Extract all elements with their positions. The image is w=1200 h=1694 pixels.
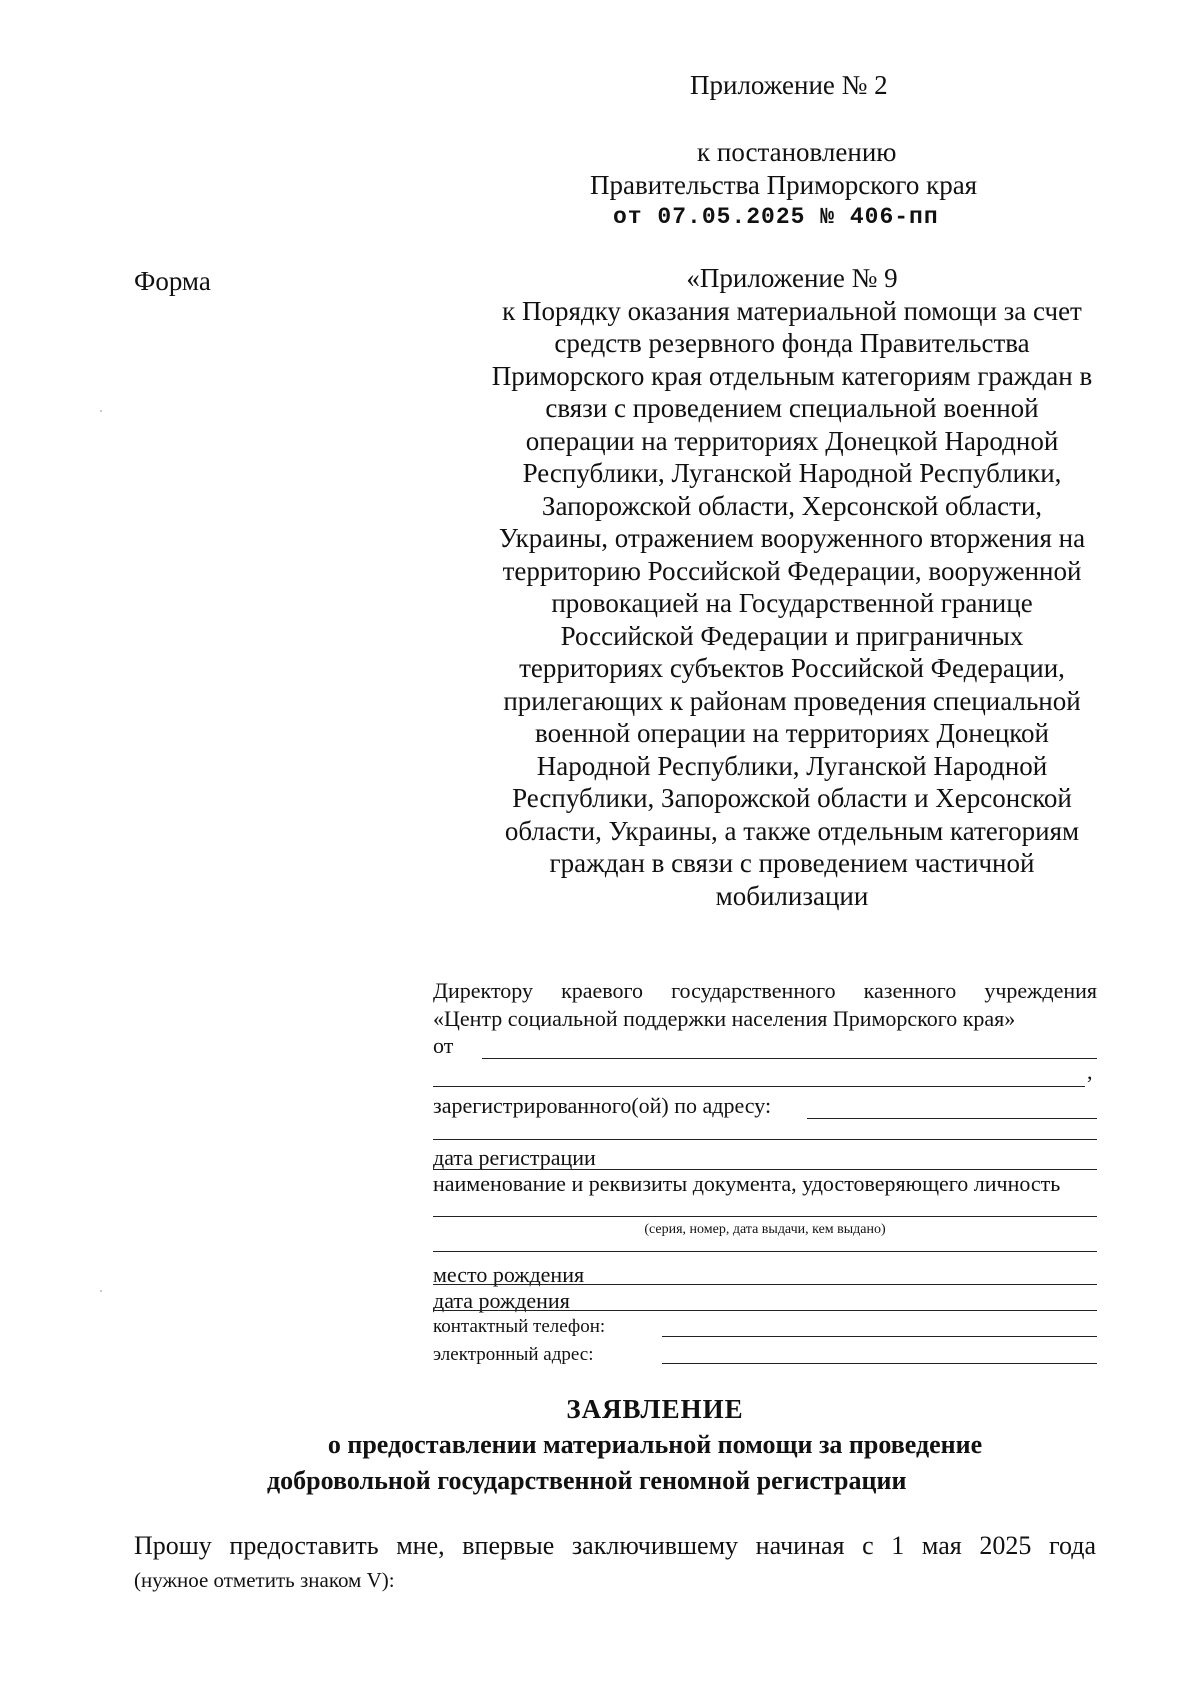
- registered-address-label: зарегистрированного(ой) по адресу:: [433, 1093, 772, 1118]
- government-name: Правительства Приморского края: [590, 170, 978, 200]
- id-document-line[interactable]: [433, 1216, 1097, 1217]
- phone-line[interactable]: [662, 1336, 1097, 1337]
- id-document-hint: (серия, номер, дата выдачи, кем выдано): [644, 1222, 886, 1237]
- appendix-9-line: прилегающих к районам проведения специальной: [503, 685, 1081, 716]
- appendix-9-line: к Порядку оказания материальной помощи за счет: [502, 295, 1082, 326]
- statement-subtitle-1: о предоставлении материальной помощи за проведение: [327, 1430, 983, 1459]
- appendix-9-line: операции на территориях Донецкой Народной: [525, 425, 1059, 456]
- appendix-9-line: «Приложение № 9: [686, 263, 898, 293]
- checkbox-instruction: (нужное отметить знаком V):: [134, 1568, 395, 1592]
- birth-date-line[interactable]: [433, 1310, 1097, 1311]
- resolution-date-number: от 07.05.2025 № 406-пп: [613, 204, 939, 230]
- appendix-9-block: [452, 262, 1132, 912]
- addressee-from-label: от: [433, 1033, 454, 1058]
- appendix-9-line: области, Украины, а также отдельным категориям: [504, 815, 1080, 846]
- email-label: электронный адрес:: [433, 1344, 594, 1365]
- birth-place-label: место рождения: [433, 1262, 585, 1287]
- registration-date-line[interactable]: [433, 1169, 1097, 1170]
- appendix-9-line: средств резервного фонда Правительства: [554, 328, 1030, 358]
- from-name-line[interactable]: [482, 1058, 1097, 1059]
- email-line[interactable]: [662, 1363, 1097, 1364]
- registration-date-label: дата регистрации: [433, 1145, 596, 1170]
- appendix-9-line: Народной Республики, Луганской Народной: [536, 750, 1048, 781]
- appendix-9-line: военной операции на территориях Донецкой: [535, 718, 1049, 748]
- registered-address-line[interactable]: [807, 1118, 1097, 1119]
- request-paragraph: Прошу предоставить мне, впервые заключившему начиная с 1 мая 2025 года: [134, 1531, 1096, 1560]
- statement-subtitle-2: добровольной государственной геномной регистрации: [267, 1466, 907, 1495]
- addressee-director: Директору краевого государственного казенного учреждения: [433, 978, 1097, 1003]
- birth-date-label: дата рождения: [433, 1288, 570, 1313]
- appendix-9-line: территорию Российской Федерации, вооруженной: [502, 555, 1082, 586]
- id-document-line-2[interactable]: [433, 1251, 1097, 1252]
- appendix-title: Приложение № 2: [690, 70, 888, 100]
- form-label: Форма: [134, 266, 211, 296]
- appendix-9-line: провокацией на Государственной границе: [551, 588, 1033, 618]
- appendix-9-line: Республики, Луганской Народной Республики,: [522, 458, 1062, 488]
- appendix-9-line: Украины, отражением вооруженного вторжения на: [498, 523, 1086, 553]
- appendix-9-line: мобилизации: [715, 880, 869, 911]
- statement-title: ЗАЯВЛЕНИЕ: [566, 1394, 744, 1424]
- appendix-9-line: территориях субъектов Российской Федерации,: [519, 653, 1065, 683]
- birth-place-line[interactable]: [433, 1284, 1097, 1285]
- scan-speck: [100, 1290, 102, 1292]
- appendix-9-line: Приморского края отдельным категориям граждан в: [491, 360, 1093, 391]
- addressee-center: «Центр социальной поддержки населения Приморского края»: [433, 1006, 1016, 1031]
- scan-speck: [100, 410, 102, 412]
- from-name-line-2[interactable]: [433, 1086, 1085, 1087]
- comma-mark: ,: [1087, 1059, 1093, 1084]
- phone-label: контактный телефон:: [433, 1316, 606, 1337]
- appendix-9-line: связи с проведением специальной военной: [545, 393, 1039, 423]
- id-document-label: наименование и реквизиты документа, удостоверяющего личность: [433, 1171, 1061, 1196]
- appendix-9-line: граждан в связи с проведением частичной: [549, 848, 1035, 878]
- registered-address-line-2[interactable]: [433, 1139, 1097, 1140]
- appendix-9-line: Российской Федерации и приграничных: [560, 620, 1024, 651]
- resolution-reference: к постановлению: [697, 137, 897, 167]
- appendix-9-line: Республики, Запорожской области и Херсонской: [512, 783, 1072, 813]
- appendix-9-line: Запорожской области, Херсонской области,: [541, 490, 1043, 521]
